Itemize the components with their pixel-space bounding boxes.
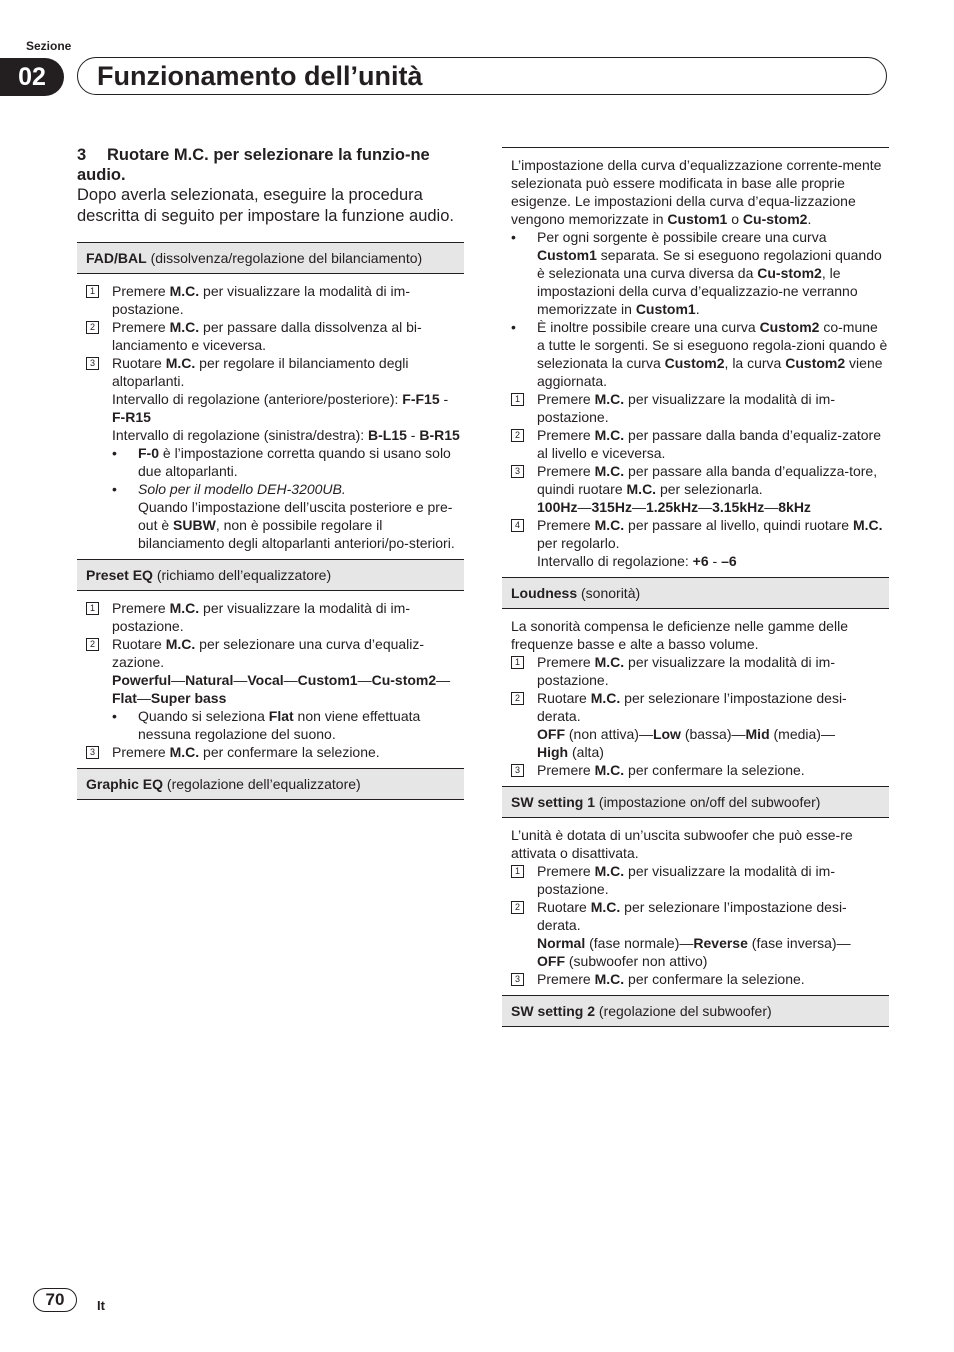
bullet-item: • Quando si seleziona Flat non viene effettuata nessuna regolazione del suono. [86,707,464,743]
section-body-fad-bal [77,274,464,559]
list-item: 2 Premere M.C. per passare dalla banda d’equaliz-zatore al livello e viceversa. [511,426,889,462]
paragraph: L’unità è dotata di un’uscita subwoofer che può esse-re attivata o disattivata. [511,827,853,861]
range-text: Intervallo di regolazione: +6 - –6 [537,553,737,569]
page-title: Funzionamento dell’unità [97,61,423,91]
step-marker: 2 [86,638,99,651]
section-box-fad-bal [77,242,464,274]
step-marker: 1 [511,656,524,669]
step-marker: 3 [511,465,524,478]
step-marker: 3 [86,746,99,759]
step-marker: 3 [511,973,524,986]
option-list: 100Hz—315Hz—1.25kHz—3.15kHz—8kHz [537,499,811,515]
range-text: Intervallo di regolazione (anteriore/posteriore): F-F15 - F-R15 [112,391,449,425]
section-name: Loudness [511,585,578,601]
section-number-badge: 02 [0,58,64,96]
left-column [77,145,464,800]
option-list: OFF (non attiva)—Low (bassa)—Mid (media)— High (alta) [537,726,835,760]
list-item: 2 Ruotare M.C. per selezionare l’impostazione desi-derata. [511,898,889,934]
section-desc: (richiamo dell’equalizzatore) [156,567,332,583]
language-code: It [97,1298,105,1313]
section-name: Preset EQ [86,567,153,583]
list-item: 3 Premere M.C. per confermare la selezione. [511,761,889,779]
section-desc: (regolazione dell’equalizzatore) [166,776,361,792]
step-number: 3 [77,146,87,164]
section-desc: (dissolvenza/regolazione del bilanciamento) [150,250,423,266]
section-body-sw-setting-1 [502,818,889,995]
list-item: 2 Ruotare M.C. per selezionare l’impostazione desi-derata. [511,689,889,725]
step-marker: 3 [511,764,524,777]
option-list: Powerful—Natural—Vocal—Custom1—Cu-stom2—Flat—Super bass [112,672,451,706]
paragraph: La sonorità compensa le deficienze nelle gamme delle frequenze basse e alte a basso volume. [511,618,848,652]
list-item: 1 Premere M.C. per visualizzare la modalità di im-postazione. [511,862,889,898]
step-marker: 1 [86,285,99,298]
step-marker: 3 [86,357,99,370]
step-marker: 2 [511,901,524,914]
list-item: 1 Premere M.C. per visualizzare la modalità di im-postazione. [86,282,464,318]
section-name: FAD/BAL [86,250,147,266]
list-item: 3 Premere M.C. per confermare la selezione. [511,970,889,988]
list-item: 1 Premere M.C. per visualizzare la modalità di im-postazione. [511,390,889,426]
list-item: 1 Premere M.C. per visualizzare la modalità di im-postazione. [86,599,464,635]
paragraph: L’impostazione della curva d’equalizzazione corrente-mente selezionata può essere modificata in base alle proprie esigenze. Le impostazioni della curva d’equa-lizzazione vengono memorizzate in Custom1 o Cu-stom2. [511,157,882,227]
step-intro: Dopo averla selezionata, eseguire la procedura descritta di seguito per impostare la funzione audio. [77,186,454,225]
section-name: Graphic EQ [86,776,164,792]
step-marker: 1 [86,602,99,615]
bullet-item: • Solo per il modello DEH-3200UB. Quando l’impostazione dell’uscita posteriore e pre-out è SUBW, non è possibile regolare il bilanciamento degli altoparlanti anteriori/po-steriori. [86,480,464,552]
step-marker: 2 [511,692,524,705]
bullet-item: • È inoltre possibile creare una curva Custom2 co-mune a tutte le sorgenti. Se si eseguono regola-zioni quando è selezionata la curva Custom2, la curva Custom2 viene aggiornata. [511,318,889,390]
step-marker: 4 [511,519,524,532]
list-item: 2 Ruotare M.C. per selezionare una curva d’equaliz-zazione. [86,635,464,671]
list-item: 2 Premere M.C. per passare dalla dissolvenza al bi-lanciamento e viceversa. [86,318,464,354]
list-item: 3 Premere M.C. per confermare la selezione. [86,743,464,761]
list-item: 1 Premere M.C. per visualizzare la modalità di im-postazione. [511,653,889,689]
right-column [502,147,889,1027]
section-name: SW setting 1 [511,794,596,810]
step-title: Ruotare M.C. per selezionare la funzio-ne audio. [77,146,430,184]
section-body-graphic-eq [502,147,889,577]
section-box-sw-setting-2 [502,995,889,1027]
section-box-preset-eq [77,559,464,591]
page-number: 70 [33,1288,77,1312]
step-3-heading [77,145,464,185]
bullet-item: • F-0 è l’impostazione corretta quando si usano solo due altoparlanti. [86,444,464,480]
bullet-item: • Per ogni sorgente è possibile creare una curva Custom1 separata. Se si eseguono regolazioni quando è selezionata una curva diversa da Cu-stom2, le impostazioni della curva d’equalizzazio-ne verranno memorizzate in Custom1. [511,228,889,318]
section-desc: (regolazione del subwoofer) [598,1003,772,1019]
list-item: 3 Ruotare M.C. per regolare il bilanciamento degli altoparlanti. [86,354,464,390]
section-body-loudness [502,609,889,786]
section-box-sw-setting-1 [502,786,889,818]
step-marker: 1 [511,393,524,406]
section-desc: (sonorità) [581,585,641,601]
list-item: 3 Premere M.C. per passare alla banda d’equalizza-tore, quindi ruotare M.C. per selezionarla. [511,462,889,498]
step-marker: 2 [511,429,524,442]
section-box-loudness [502,577,889,609]
section-box-graphic-eq [77,768,464,800]
section-label: Sezione [26,39,72,53]
option-list: Normal (fase normale)—Reverse (fase inversa)— OFF (subwoofer non attivo) [537,935,851,969]
range-text: Intervallo di regolazione (sinistra/destra): B-L15 - B-R15 [112,427,460,443]
step-marker: 1 [511,865,524,878]
section-desc: (impostazione on/off del subwoofer) [598,794,821,810]
step-marker: 2 [86,321,99,334]
section-body-preset-eq [77,591,464,768]
list-item: 4 Premere M.C. per passare al livello, quindi ruotare M.C. per regolarlo. [511,516,889,552]
section-name: SW setting 2 [511,1003,596,1019]
